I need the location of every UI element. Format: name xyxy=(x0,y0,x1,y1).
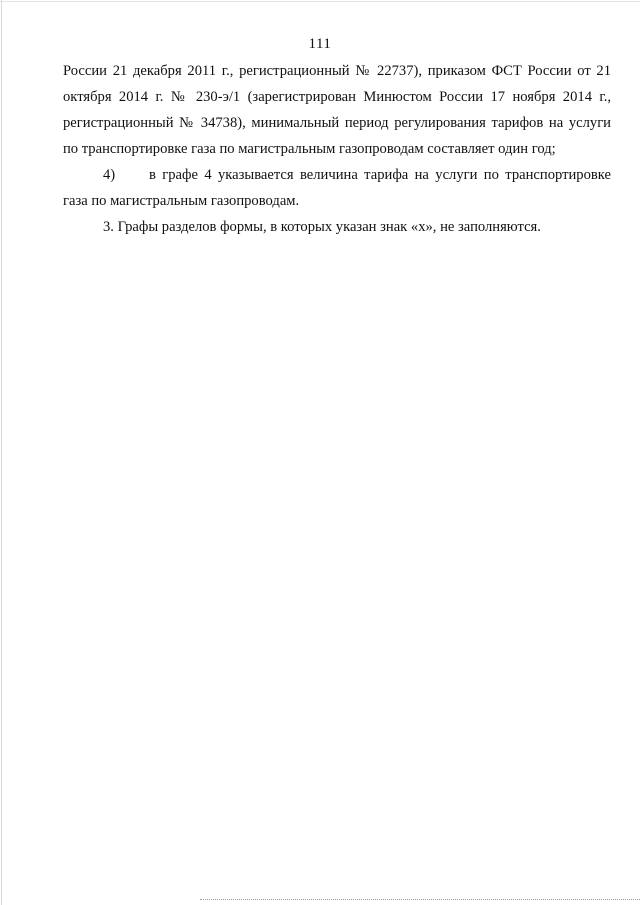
text-line: России 21 декабря 2011 г., регистрационный № 22737), приказом ФСТ России от 21 xyxy=(63,63,611,79)
item-number: 4) xyxy=(103,167,116,183)
text-line: регистрационный № 34738), минимальный период регулирования тарифов на услуги xyxy=(63,115,611,131)
text-line: 3. Графы разделов формы, в которых указан знак «х», не заполняются. xyxy=(103,219,541,235)
page-number: 111 xyxy=(308,36,332,52)
scan-edge-bottom xyxy=(200,899,640,901)
scan-edge-left xyxy=(1,0,2,905)
text-line xyxy=(63,162,611,188)
paragraph-continuation xyxy=(63,58,611,162)
text-line: газа по магистральным газопроводам. xyxy=(63,193,300,209)
paragraph-item-4 xyxy=(63,162,611,214)
scan-edge-top xyxy=(0,1,640,2)
text-line: октября 2014 г. № 230-э/1 (зарегистрирован Минюстом России 17 ноября 2014 г., xyxy=(63,89,611,105)
document-body xyxy=(63,58,611,240)
item-text: в графе 4 указывается величина тарифа на услуги по транспортировке xyxy=(149,167,611,183)
paragraph-section-3 xyxy=(63,214,611,240)
text-line: по транспортировке газа по магистральным газопроводам составляет один год; xyxy=(63,141,556,157)
